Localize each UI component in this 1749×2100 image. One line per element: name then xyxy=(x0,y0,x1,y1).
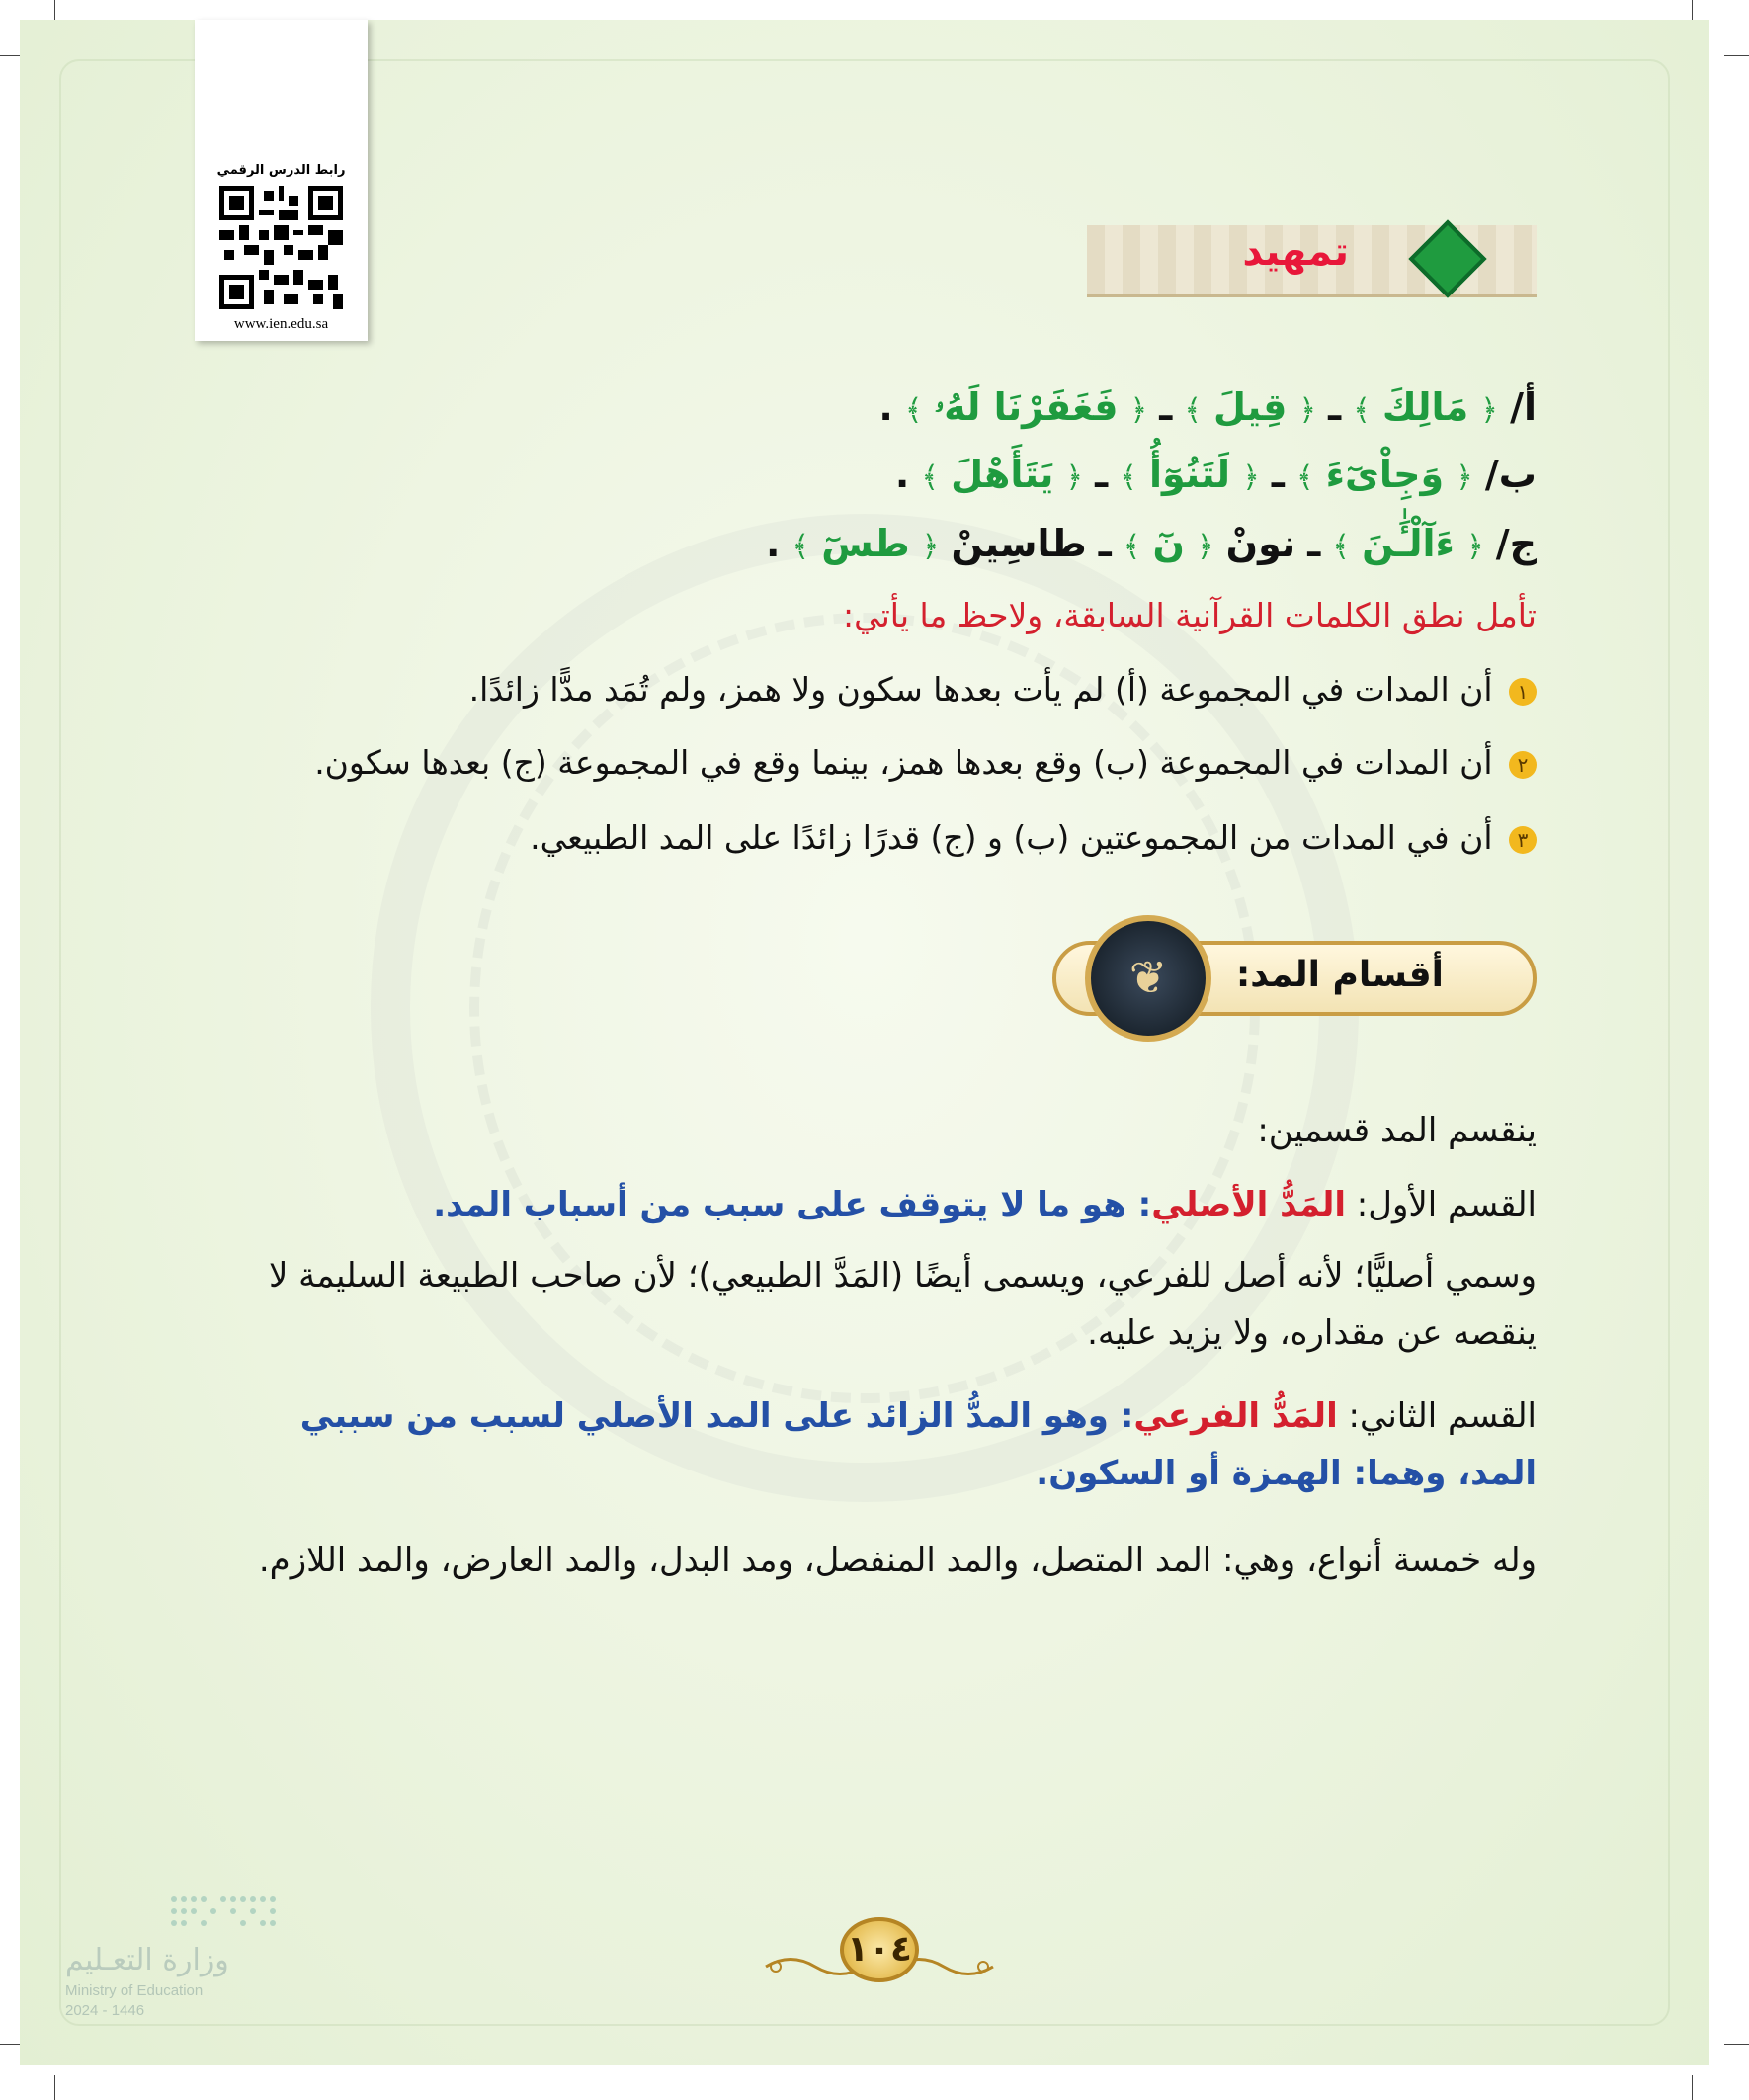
page-number: ١٠٤ xyxy=(840,1917,919,1982)
spoken-word: طاسِينْ xyxy=(951,522,1087,565)
quran-bracket-icon: ﴾ xyxy=(791,530,810,564)
separator: ـ xyxy=(1328,385,1342,429)
separator: ـ xyxy=(1095,453,1109,496)
trim-mark xyxy=(1724,55,1749,56)
quran-word: طسٓ xyxy=(821,522,910,565)
qr-code-icon[interactable] xyxy=(219,186,343,309)
quran-bracket-icon: ﴿ xyxy=(1298,393,1317,428)
group-label: أ/ xyxy=(1510,385,1537,429)
vine-icon: ❦ xyxy=(1085,915,1211,1042)
quran-word: يَتَأَهْلَ xyxy=(951,453,1054,496)
second-prefix: القسم الثاني: xyxy=(1337,1396,1537,1436)
point-item xyxy=(469,670,1537,709)
separator: ـ xyxy=(1307,522,1321,565)
instruction-text: تأمل نطق الكلمات القرآنية السابقة، ولاحظ ما يأتي: xyxy=(842,596,1537,634)
first-term: المَدُّ الأصلي xyxy=(1151,1185,1346,1224)
intro-paragraph: ينقسم المد قسمين: xyxy=(1257,1111,1537,1150)
ministry-dots-icon xyxy=(164,1890,283,1929)
ministry-year: 2024 - 1446 xyxy=(65,2002,145,2019)
quran-bracket-icon: ﴾ xyxy=(1184,393,1202,428)
quran-bracket-icon: ﴿ xyxy=(1129,393,1148,428)
first-definition: : هو ما لا يتوقف على سبب من أسباب المد. xyxy=(433,1185,1152,1224)
group-row-a xyxy=(878,385,1537,430)
quran-bracket-icon: ﴾ xyxy=(1123,530,1141,564)
ministry-english: Ministry of Education xyxy=(65,1982,204,1999)
separator: ـ xyxy=(1159,385,1173,429)
group-row-c xyxy=(766,522,1537,565)
second-term: المَدُّ الفرعي xyxy=(1133,1396,1338,1436)
spoken-word: نونْ xyxy=(1225,522,1296,565)
qr-url[interactable]: www.ien.edu.sa xyxy=(233,316,329,332)
group-label: ج/ xyxy=(1495,522,1537,565)
separator: . xyxy=(894,453,910,496)
ministry-logo xyxy=(65,1890,273,2028)
ministry-arabic: وزارة التعـليم xyxy=(65,1943,229,1977)
qr-card[interactable] xyxy=(195,20,368,341)
number-badge: ١ xyxy=(1509,678,1537,706)
separator: ـ xyxy=(1271,453,1285,496)
quran-word: فَغَفَرْنَا لَهُۥ xyxy=(934,385,1119,429)
point-text: أن المدات في المجموعة (أ) لم يأت بعدها سكون ولا همز، ولم تُمَد مدًّا زائدًا. xyxy=(468,670,1493,709)
types-paragraph: وله خمسة أنواع، وهي: المد المتصل، والمد المنفصل، ومد البدل، والمد العارض، والمد اللازم. xyxy=(258,1541,1537,1580)
quran-bracket-icon: ﴿ xyxy=(1456,461,1473,495)
quran-bracket-icon: ﴾ xyxy=(1120,461,1137,495)
number-badge: ٣ xyxy=(1509,826,1537,854)
quran-bracket-icon: ﴾ xyxy=(1353,393,1371,428)
first-explanation: وسمي أصليًّا؛ لأنه أصل للفرعي، ويسمى أيضًا (المَدَّ الطبيعي)؛ لأن صاحب الطبيعة السليمة لا ينقصه عن مقداره، ولا يزيد عليه. xyxy=(268,1256,1537,1353)
quran-word: نٓ xyxy=(1152,522,1185,565)
point-text: أن المدات في المجموعة (ب) وقع بعدها همز، بينما وقع في المجموعة (ج) بعدها سكون. xyxy=(314,743,1493,782)
quran-word: قِيلَ xyxy=(1213,385,1288,429)
quran-bracket-icon: ﴿ xyxy=(1480,393,1498,428)
quran-bracket-icon: ﴾ xyxy=(921,461,939,495)
number-badge: ٢ xyxy=(1509,751,1537,779)
qr-caption: رابط الدرس الرقمي xyxy=(216,163,346,178)
quran-bracket-icon: ﴿ xyxy=(1466,530,1484,564)
first-prefix: القسم الأول: xyxy=(1346,1185,1537,1224)
section-title: تمهيد xyxy=(1242,229,1349,275)
quran-word: ءَآلْـَٰٔنَ xyxy=(1362,522,1455,565)
point-item xyxy=(530,818,1537,857)
quran-bracket-icon: ﴾ xyxy=(1295,461,1314,495)
separator: ـ xyxy=(1098,522,1112,565)
trim-mark xyxy=(1724,2044,1749,2045)
quran-bracket-icon: ﴿ xyxy=(1197,530,1214,564)
quran-word: وَجِاْىٓءَ xyxy=(1325,453,1445,496)
point-item xyxy=(314,743,1537,782)
trim-mark xyxy=(54,2075,55,2100)
quran-bracket-icon: ﴿ xyxy=(1065,461,1084,495)
first-section-paragraph xyxy=(212,1176,1537,1233)
quran-word: مَالِكَ xyxy=(1381,385,1469,429)
group-row-b xyxy=(895,453,1537,496)
second-definition: : وهو المدُّ الزائد على المد الأصلي لسبب من سببي المد، وهما: الهمزة أو السكون. xyxy=(299,1396,1537,1493)
quran-word: لَتَنُوٓأُ xyxy=(1148,453,1231,496)
quran-bracket-icon: ﴿ xyxy=(1242,461,1260,495)
separator: . xyxy=(765,522,781,565)
group-label: ب/ xyxy=(1484,453,1537,496)
point-text: أن في المدات من المجموعتين (ب) و (ج) قدرًا زائدًا على المد الطبيعي. xyxy=(530,818,1493,857)
quran-bracket-icon: ﴿ xyxy=(921,530,940,564)
quran-bracket-icon: ﴾ xyxy=(904,393,923,428)
separator: . xyxy=(878,385,893,429)
second-section-paragraph xyxy=(212,1387,1537,1502)
trim-mark xyxy=(1692,2075,1693,2100)
quran-bracket-icon: ﴾ xyxy=(1332,530,1350,564)
section-title: أقسام المد: xyxy=(1235,955,1444,995)
